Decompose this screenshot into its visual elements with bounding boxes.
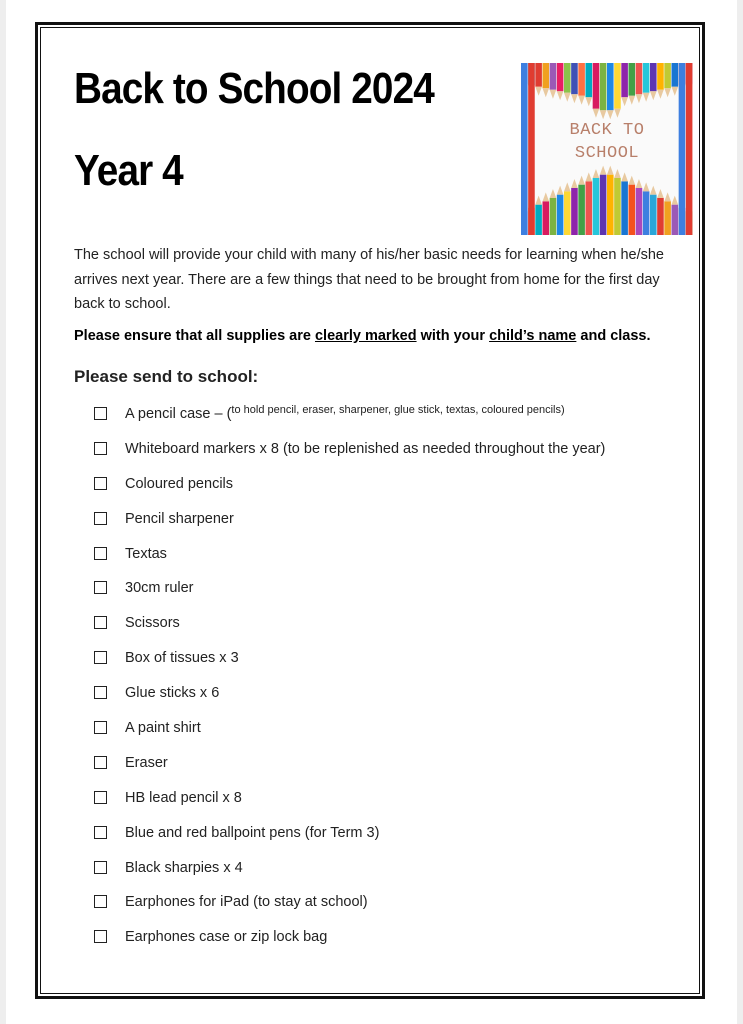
- pencil-top: [607, 63, 614, 110]
- pencil-top: [664, 63, 671, 88]
- pencil-tip: [629, 176, 636, 185]
- checklist-item: [94, 544, 605, 579]
- intro-paragraph: The school will provide your child with many of his/her basic needs for learning when he/she arrives next year. There are a few things that need to be brought from home for the first day back to school.: [74, 247, 664, 312]
- checklist-item-label: Box of tissues x 3: [125, 650, 239, 667]
- pencil-tip: [564, 182, 571, 191]
- checkbox[interactable]: [94, 477, 107, 490]
- pencil-top: [643, 63, 650, 93]
- pencil-tip: [657, 90, 664, 99]
- pencil-top: [578, 63, 585, 96]
- pencil-bottom: [535, 205, 542, 235]
- checklist-item-note: to hold pencil, eraser, sharpener, glue stick, textas, coloured pencils): [231, 404, 565, 416]
- checkbox[interactable]: [94, 442, 107, 455]
- pencil-bottom: [571, 188, 578, 235]
- pencil-tip: [543, 192, 550, 201]
- pencil-bottom: [586, 181, 593, 235]
- checkbox[interactable]: [94, 721, 107, 734]
- checklist-item-label: Scissors: [125, 615, 180, 632]
- pencil-tip: [607, 166, 614, 175]
- pencil-top: [535, 63, 542, 87]
- checkbox[interactable]: [94, 686, 107, 699]
- checklist-item-label: Earphones for iPad (to stay at school): [125, 894, 368, 911]
- checklist-item-label: HB lead pencil x 8: [125, 789, 242, 806]
- supplies-notice: [74, 328, 694, 344]
- pencil-tip: [657, 189, 664, 198]
- pencil-tip: [557, 91, 564, 100]
- pencil-tip: [593, 169, 600, 178]
- checklist-item: [94, 578, 605, 613]
- pencil-top: [550, 63, 557, 90]
- checklist-item: [94, 648, 605, 683]
- notice-emphasis-clearly-marked: clearly marked: [314, 328, 417, 344]
- pencil-tip: [571, 179, 578, 188]
- pencil-top: [657, 63, 664, 90]
- checklist-item-label: Pencil sharpener: [125, 510, 234, 527]
- pencil-bottom: [657, 198, 664, 235]
- checkbox[interactable]: [94, 581, 107, 594]
- checkbox[interactable]: [94, 826, 107, 839]
- notice-text-3: and class.: [576, 328, 651, 344]
- pencil-tip: [672, 196, 679, 205]
- checklist-item-label: Whiteboard markers x 8 (to be replenished as needed throughout the year): [125, 440, 606, 457]
- banner-text-line1: BACK TO: [569, 121, 645, 140]
- pencil-bottom: [621, 181, 628, 235]
- pencil-tip: [664, 192, 671, 201]
- page-title: Back to School 2024: [74, 64, 434, 113]
- pencil-tip: [586, 172, 593, 181]
- pencil-tip: [578, 96, 585, 105]
- pencil-top: [571, 63, 578, 94]
- checklist-item: [94, 753, 605, 788]
- pencil-tip: [571, 94, 578, 103]
- pencil-top: [564, 63, 571, 93]
- pencil-tip: [535, 196, 542, 205]
- checklist-item-label: Coloured pencils: [125, 475, 234, 492]
- pencil-top: [672, 63, 679, 87]
- checkbox[interactable]: [94, 651, 107, 664]
- pencil-tip: [535, 87, 542, 96]
- page-edge-right: [737, 0, 743, 1024]
- notice-text-2: with your: [416, 328, 490, 344]
- pencil-bottom: [664, 201, 671, 235]
- pencil-tip: [672, 87, 679, 96]
- checkbox[interactable]: [94, 861, 107, 874]
- pencil-tip: [564, 93, 571, 102]
- send-to-school-heading: Please send to school:: [74, 367, 259, 386]
- pencil-bottom: [607, 175, 614, 235]
- back-to-school-pencils-image: [521, 63, 693, 235]
- checklist-item: [94, 683, 605, 718]
- pencil-tip: [643, 182, 650, 191]
- pencil-bottom: [593, 178, 600, 235]
- pencil-tip: [578, 176, 585, 185]
- pencil-top: [621, 63, 628, 97]
- pencil-top: [557, 63, 564, 91]
- checkbox[interactable]: [94, 791, 107, 804]
- checklist-item-label: Earphones case or zip lock bag: [125, 929, 328, 946]
- pencil-tip: [600, 166, 607, 175]
- pencil-bottom: [550, 198, 557, 235]
- pencil-bottom: [614, 178, 621, 235]
- checkbox[interactable]: [94, 407, 107, 420]
- pencil-bottom: [636, 188, 643, 235]
- pencil-tip: [557, 186, 564, 195]
- pencil-tip: [607, 110, 614, 119]
- page-edge-left: [0, 0, 6, 1024]
- supplies-checklist: [94, 404, 605, 962]
- pencil-tip: [629, 96, 636, 105]
- checklist-item-label: A pencil case – (: [125, 406, 232, 422]
- checklist-item-label: Blue and red ballpoint pens (for Term 3): [125, 824, 380, 841]
- pencil-tip: [614, 169, 621, 178]
- checklist-item: [94, 788, 605, 823]
- pencil-tip: [643, 93, 650, 102]
- checklist-item: [94, 892, 605, 927]
- pencil-tip: [550, 90, 557, 99]
- pencil-bottom: [643, 191, 650, 235]
- pencil-tip: [621, 97, 628, 106]
- notice-emphasis-childs-name: child’s name: [489, 328, 577, 344]
- pencil-tip: [664, 88, 671, 97]
- pencil-bottom: [672, 205, 679, 235]
- pencil-top: [600, 63, 607, 110]
- pencil-tip: [636, 179, 643, 188]
- checkbox[interactable]: [94, 756, 107, 769]
- pencil-top: [593, 63, 600, 109]
- checklist-item-label: Textas: [125, 545, 167, 562]
- pencil-tip: [621, 172, 628, 181]
- checkbox[interactable]: [94, 616, 107, 629]
- checkbox[interactable]: [94, 895, 107, 908]
- checkbox[interactable]: [94, 930, 107, 943]
- pencil-bottom: [564, 191, 571, 235]
- checklist-item: [94, 439, 605, 474]
- checklist-item-label: A paint shirt: [125, 720, 201, 737]
- notice-text-1: Please ensure that all supplies are: [74, 328, 315, 344]
- checklist-item-label: Glue sticks x 6: [125, 685, 220, 702]
- pencil-bottom: [578, 185, 585, 235]
- pencil-bottom: [557, 195, 564, 235]
- checklist-item: [94, 927, 605, 962]
- pencil-top: [650, 63, 657, 91]
- checklist-item: [94, 509, 605, 544]
- pencil-top: [636, 63, 643, 94]
- banner-text-line2: SCHOOL: [574, 144, 640, 163]
- pencil-top: [543, 63, 550, 88]
- checklist-item-label: Eraser: [125, 754, 168, 771]
- checkbox[interactable]: [94, 547, 107, 560]
- pencil-bottom: [543, 201, 550, 235]
- pencil-top: [614, 63, 621, 109]
- pencil-tip: [650, 186, 657, 195]
- checklist-item: [94, 474, 605, 509]
- checklist-item-label: Black sharpies x 4: [125, 859, 243, 876]
- checklist-item-label: 30cm ruler: [125, 580, 194, 597]
- pencil-top: [629, 63, 636, 96]
- pencil-tip: [543, 88, 550, 97]
- pencil-top: [586, 63, 593, 97]
- pencil-bottom: [629, 185, 636, 235]
- checklist-item: [94, 613, 605, 648]
- checkbox[interactable]: [94, 512, 107, 525]
- checklist-item: [94, 718, 605, 753]
- pencil-tip: [593, 109, 600, 118]
- checklist-item: [94, 823, 605, 858]
- pencil-tip: [550, 189, 557, 198]
- pencil-tip: [600, 110, 607, 119]
- pencil-tip: [636, 94, 643, 103]
- checklist-item: [94, 404, 605, 439]
- page-subtitle-year: Year 4: [74, 146, 183, 195]
- pencil-bottom: [650, 195, 657, 235]
- pencil-tip: [614, 109, 621, 118]
- pencil-tip: [586, 97, 593, 106]
- checklist-item: [94, 858, 605, 893]
- pencil-tip: [650, 91, 657, 100]
- pencil-bottom: [600, 175, 607, 235]
